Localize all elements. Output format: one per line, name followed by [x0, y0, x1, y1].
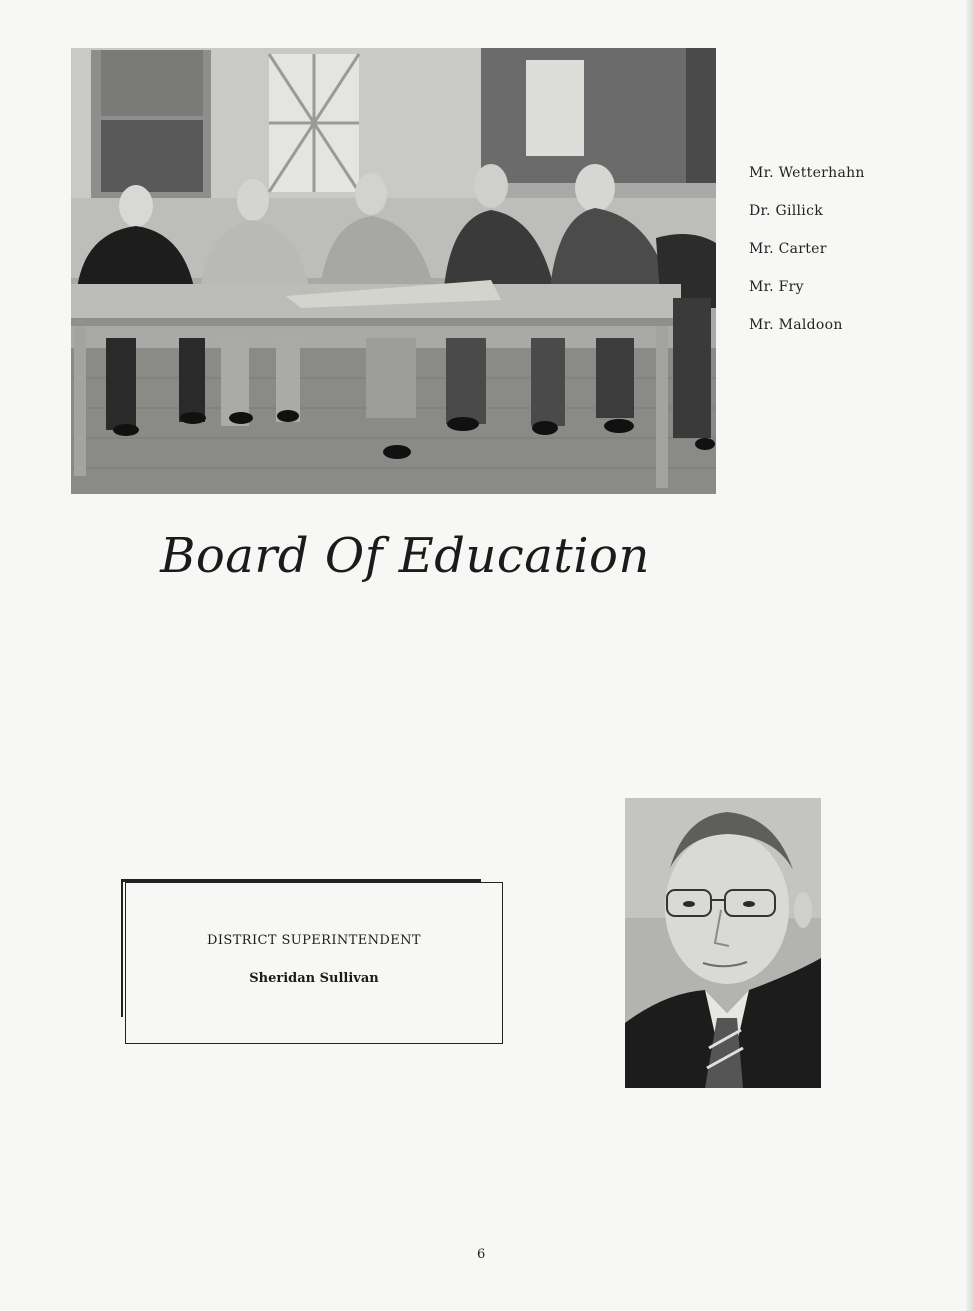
superintendent-box: [125, 882, 503, 1044]
superintendent-heading: DISTRICT SUPERINTENDENT: [207, 933, 421, 948]
board-member-names: [749, 163, 939, 353]
board-member-name: Dr. Gillick: [749, 203, 823, 219]
board-member-name: Mr. Carter: [749, 241, 827, 257]
page-edge: [966, 0, 974, 1311]
page-title: Board Of Education: [160, 528, 650, 584]
board-group-photo: [71, 48, 716, 494]
board-member-name: Mr. Wetterhahn: [749, 165, 865, 181]
superintendent-name: Sheridan Sullivan: [249, 971, 379, 986]
board-member-name: Mr. Maldoon: [749, 317, 843, 333]
page-number: 6: [477, 1247, 486, 1262]
board-member-name: Mr. Fry: [749, 279, 804, 295]
superintendent-portrait: [625, 798, 821, 1088]
